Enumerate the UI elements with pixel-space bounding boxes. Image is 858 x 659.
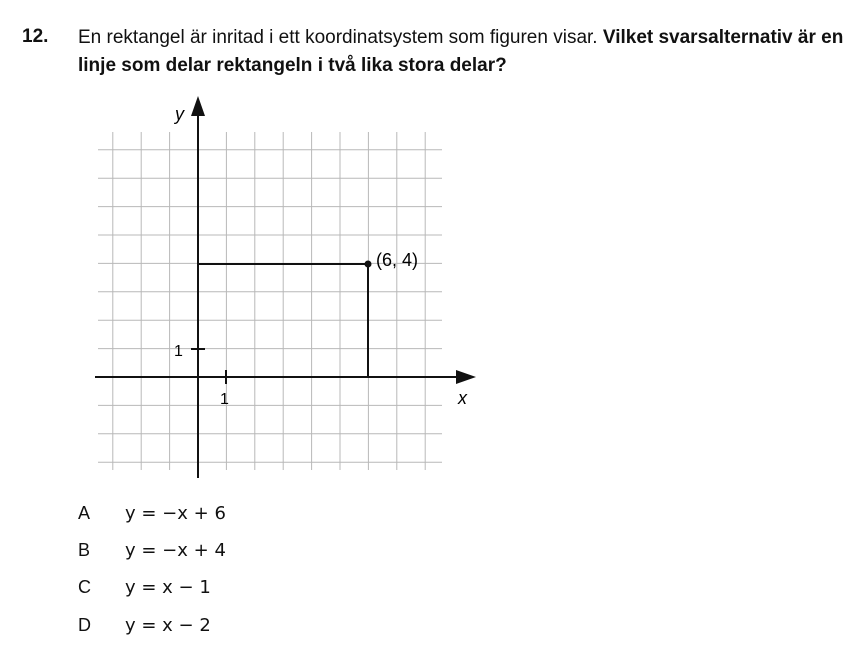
question-text-bold: Vilket svarsalternativ är en linje som delar rektangeln i två lika stora delar?	[78, 27, 844, 76]
rectangle	[198, 261, 372, 378]
corner-point	[365, 261, 372, 268]
x-tick-label: 1	[220, 391, 229, 408]
grid	[98, 132, 442, 470]
question-text-plain: En rektangel är inritad i ett koordinatsystem som figuren visar.	[78, 27, 598, 48]
option-c-letter: C	[78, 577, 91, 597]
y-tick-label: 1	[174, 343, 183, 360]
corner-point-label: (6, 4)	[376, 250, 419, 270]
option-c-expression: y = x − 1	[125, 577, 211, 598]
option-a-letter: A	[78, 503, 91, 523]
x-axis-arrow	[456, 370, 476, 384]
option-d-letter: D	[78, 615, 91, 635]
axes	[95, 96, 476, 478]
y-axis-arrow	[191, 96, 205, 116]
option-a-expression: y = −x + 6	[125, 503, 226, 524]
x-axis-label: x	[458, 388, 467, 408]
option-d-expression: y = x − 2	[125, 615, 211, 636]
option-b-expression: y = −x + 4	[125, 540, 226, 561]
option-b-letter: B	[78, 540, 91, 560]
y-axis-label: y	[175, 104, 184, 124]
question-number: 12.	[22, 26, 49, 47]
